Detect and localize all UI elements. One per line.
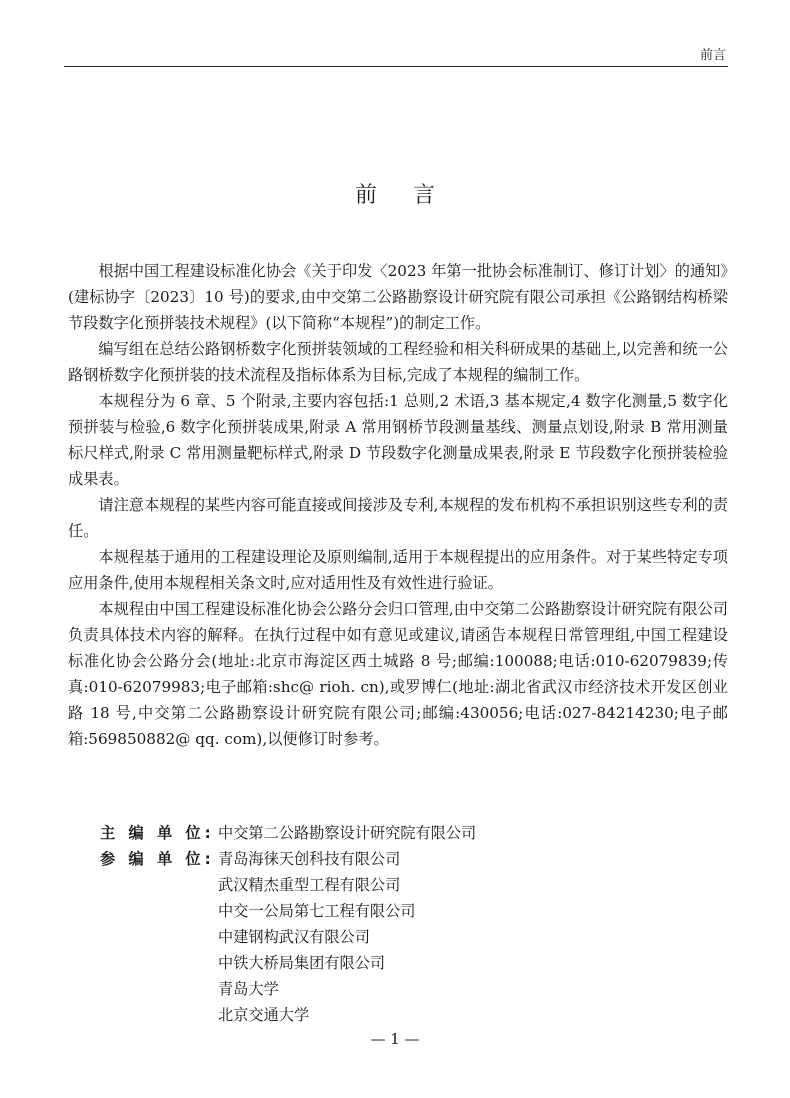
- participants-list: [218, 846, 415, 1028]
- page-title: 前言: [354, 183, 471, 208]
- header-divider: [64, 66, 728, 67]
- preface-body: [68, 258, 728, 752]
- paragraph: 本规程分为 6 章、5 个附录,主要内容包括:1 总则,2 术语,3 基本规定,4 数字化测量,5 数字化预拼装与检验,6 数字化预拼装成果,附录 A 常用钢桥节段测量基线、测量点划设,附录 B 常用测量标尺样式,附录 C 常用测量靶标样式,附录 D 节段数字化测量成果表,附录 E 节段数字化预拼装检验成果表。: [68, 392, 728, 488]
- participants-row: [100, 846, 720, 1028]
- chief-editor-row: [100, 820, 720, 846]
- participant-unit: 中建钢构武汉有限公司: [218, 928, 370, 946]
- participant-unit: 青岛海徕天创科技有限公司: [218, 850, 401, 868]
- participant-unit: 中铁大桥局集团有限公司: [218, 954, 386, 972]
- participant-unit: 北京交通大学: [218, 1006, 310, 1024]
- participant-unit: 中交一公局第七工程有限公司: [218, 902, 416, 920]
- paragraph: 本规程由中国工程建设标准化协会公路分会归口管理,由中交第二公路勘察设计研究院有限公司负责具体技术内容的解释。在执行过程中如有意见或建议,请函告本规程日常管理组,中国工程建设标准化协会公路分会(地址:北京市海淀区西土城路 8 号;邮编:100088;电话:010-62079839;传真:010-62079983;电子邮箱:shc@ rioh. cn),或罗博仁(地址:湖北省武汉市经济技术开发区创业路 18 号,中交第二公路勘察设计研究院有限公司;邮编:430056;电话:027-84214230;电子邮箱:569850882@ qq. com),以便修订时参考。: [68, 600, 728, 748]
- participants-label: 参 编 单 位:: [100, 850, 215, 868]
- paragraph: 本规程基于通用的工程建设理论及原则编制,适用于本规程提出的应用条件。对于某些特定专项应用条件,使用本规程相关条文时,应对适用性及有效性进行验证。: [68, 548, 728, 592]
- page-number: — 1 —: [370, 1030, 420, 1048]
- running-header: 前言: [699, 48, 726, 63]
- participant-unit: 武汉精杰重型工程有限公司: [218, 876, 401, 894]
- participant-unit: 青岛大学: [218, 980, 279, 998]
- chief-editor-label: 主 编 单 位:: [100, 824, 215, 842]
- paragraph: 编写组在总结公路钢桥数字化预拼装领域的工程经验和相关科研成果的基础上,以完善和统一公路钢桥数字化预拼装的技术流程及指标体系为目标,完成了本规程的编制工作。: [68, 340, 728, 384]
- chief-editor-list: [218, 820, 476, 846]
- paragraph: 请注意本规程的某些内容可能直接或间接涉及专利,本规程的发布机构不承担识别这些专利的责任。: [68, 496, 728, 540]
- chief-editor-unit: 中交第二公路勘察设计研究院有限公司: [218, 824, 477, 842]
- editing-units: [100, 820, 720, 1028]
- paragraph: 根据中国工程建设标准化协会《关于印发〈2023 年第一批协会标准制订、修订计划〉的通知》(建标协字〔2023〕10 号)的要求,由中交第二公路勘察设计研究院有限公司承担《公路钢结构桥梁节段数字化预拼装技术规程》(以下简称“本规程”)的制定工作。: [68, 262, 728, 332]
